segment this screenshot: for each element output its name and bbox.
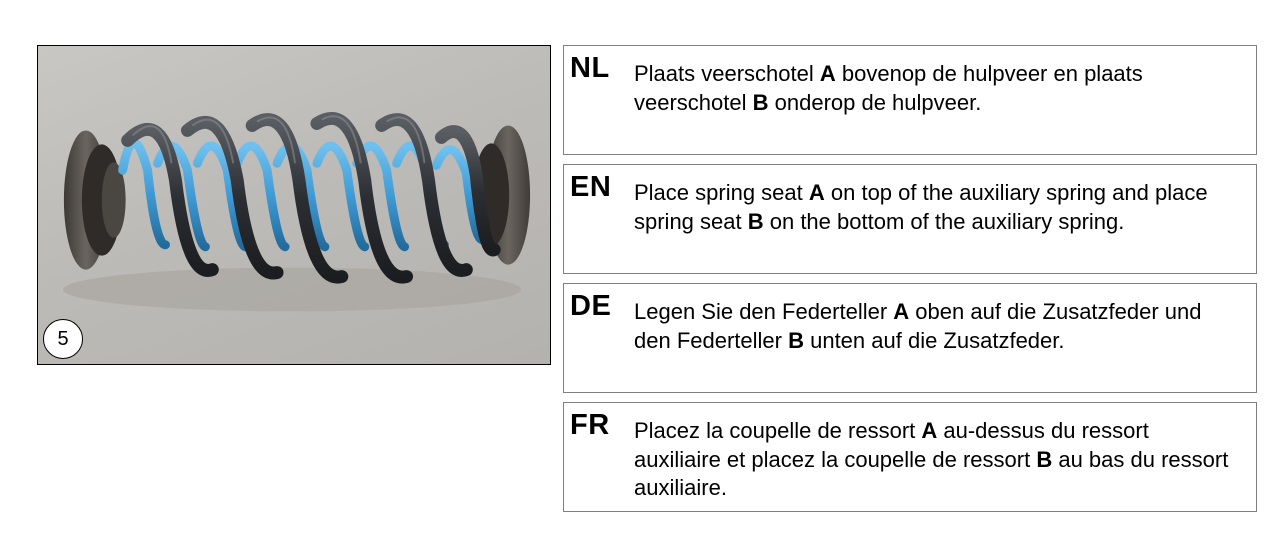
part-label-b: B	[747, 208, 764, 234]
language-code: DE	[570, 290, 612, 322]
part-label-b: B	[752, 89, 769, 115]
part-label-a: A	[808, 180, 825, 205]
language-code: NL	[570, 52, 610, 84]
instruction-box-nl	[563, 45, 1257, 155]
instruction-box-en	[563, 164, 1257, 274]
language-code: FR	[570, 409, 610, 441]
language-code: EN	[570, 171, 612, 203]
part-label-a: A	[921, 418, 938, 443]
instruction-text: Plaats veerschotel A bovenop de hulpveer en plaats veerschotel B onderop de hulpveer.	[634, 61, 1143, 115]
part-label-b: B	[1036, 446, 1053, 472]
spring-photo	[37, 45, 551, 365]
part-label-b: B	[788, 327, 804, 353]
instruction-text: Place spring seat A on top of the auxiliary spring and place spring seat B on the bottom of the auxiliary spring.	[634, 180, 1208, 234]
spring-assembly-illustration	[38, 46, 550, 364]
part-label-a: A	[893, 299, 910, 324]
instruction-box-fr	[563, 402, 1257, 512]
instruction-box-de	[563, 283, 1257, 393]
part-label-a: A	[819, 61, 836, 86]
step-number-badge: 5	[43, 319, 83, 359]
instruction-text: Legen Sie den Federteller A oben auf die Zusatzfeder und den Federteller B unten auf die Zusatzfeder.	[634, 299, 1202, 353]
instruction-text: Placez la coupelle de ressort A au-dessus du ressort auxiliaire et placez la coupelle de ressort B au bas du ressort auxiliaire.	[634, 418, 1229, 500]
